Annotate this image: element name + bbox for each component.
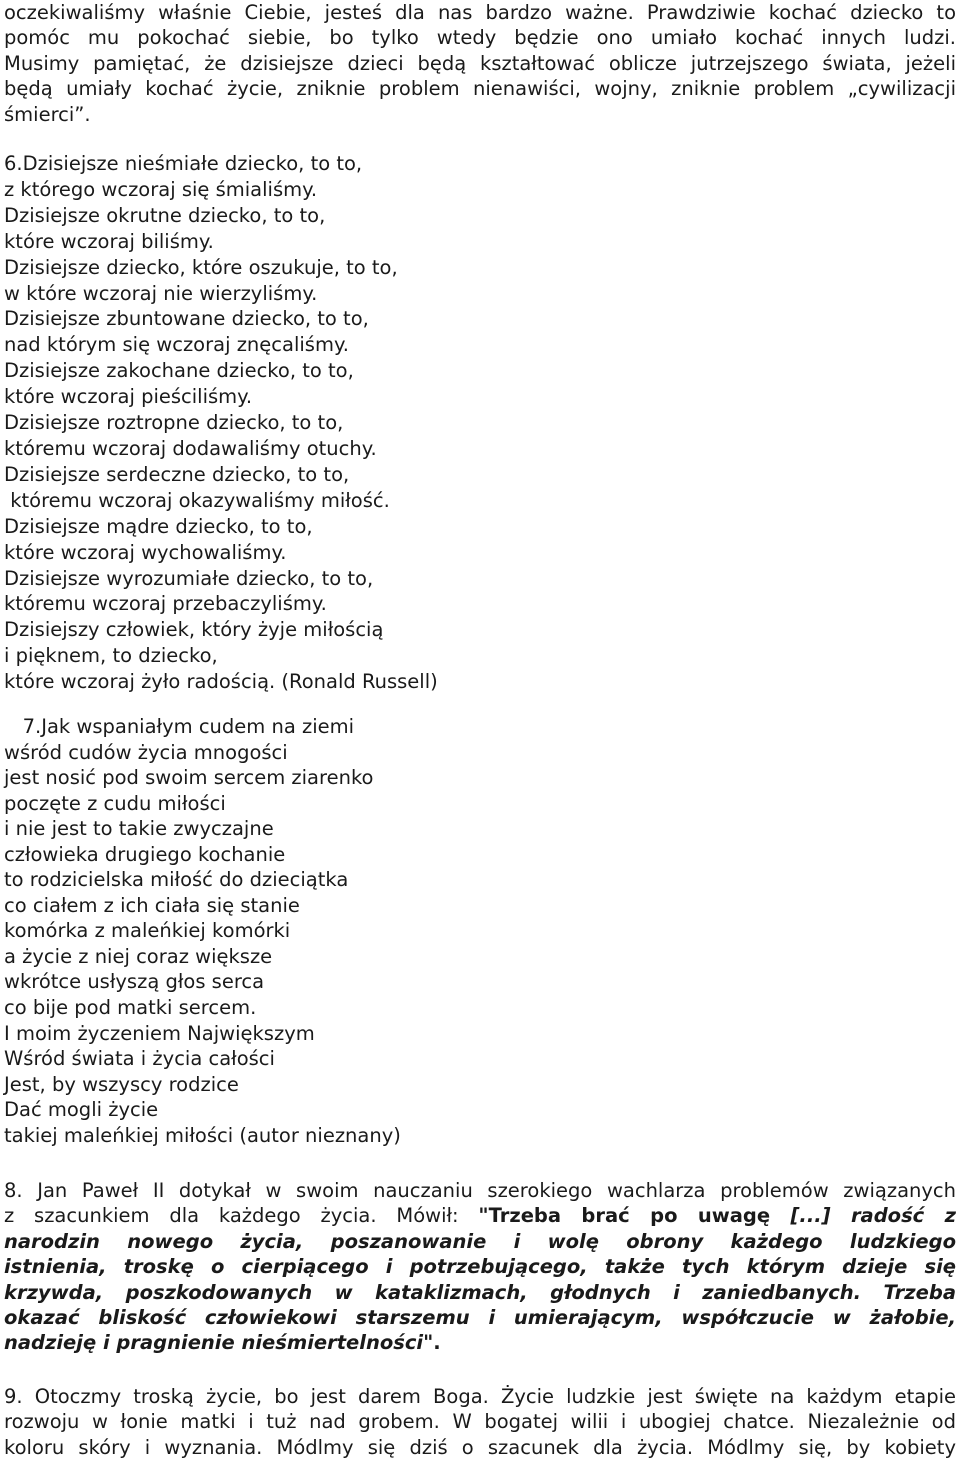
poem-line: Jest, by wszyscy rodzice	[4, 1072, 239, 1096]
poem-line: wśród cudów życia mnogości	[4, 740, 288, 764]
text-line: 8. Jan Paweł II dotykał w swoim nauczaniu szerokiego wachlarza problemów związanych	[4, 1179, 956, 1202]
poem-line: takiej maleńkiej miłości (autor nieznany)	[4, 1123, 401, 1147]
text-line: rozwoju w łonie matki i tuż nad grobem. W bogatej wilii i ubogiej chatce. Niezależnie od	[4, 1410, 956, 1434]
text-line: koloru skóry i wyznania. Módlmy się dziś o szacunek dla życia. Módlmy się, by kobiety	[4, 1435, 956, 1459]
poem-line: które wczoraj pieściliśmy.	[4, 385, 253, 409]
poem-line: Dzisiejszy człowiek, który żyje miłością	[4, 618, 384, 642]
poem-line: wkrótce usłyszą głos serca	[4, 970, 265, 994]
quote-line: narodzin nowego życia, poszanowanie i wolę obrony każdego ludzkiego	[4, 1229, 956, 1253]
poem-line: Dać mogli życie	[4, 1098, 159, 1122]
poem-line: Dzisiejsze mądre dziecko, to to,	[4, 514, 313, 538]
poem-line: co ciałem z ich ciała się stanie	[4, 893, 300, 917]
poem-line: poczęte z cudu miłości	[4, 791, 226, 815]
poem-line: Wśród świata i życia całości	[4, 1047, 275, 1071]
text-line: 9. Otoczmy troską życie, bo jest darem Boga. Życie ludzkie jest święte na każdym etapie	[4, 1385, 956, 1408]
poem-line: Dzisiejsze dziecko, które oszukuje, to to,	[4, 255, 398, 279]
text-line	[4, 1203, 956, 1228]
poem-line: któremu wczoraj przebaczyliśmy.	[4, 592, 327, 616]
poem-line: komórka z maleńkiej komórki	[4, 919, 291, 943]
quote-bold: ".	[423, 1331, 441, 1355]
poem-line: i nie jest to takie zwyczajne	[4, 817, 274, 841]
poem-line: I moim życzeniem Największym	[4, 1021, 315, 1045]
poem-line: Dzisiejsze serdeczne dziecko, to to,	[4, 462, 350, 486]
poem-line: które wczoraj żyło radością. (Ronald Russell)	[4, 670, 438, 694]
quote-bold-italic: [...] radość z	[790, 1204, 956, 1228]
poem-line: co bije pod matki sercem.	[4, 996, 257, 1020]
poem-line: Dzisiejsze zbuntowane dziecko, to to,	[4, 307, 369, 331]
quote-line: okazać bliskość człowiekowi starszemu i umierającym, współczucie w żałobie,	[4, 1306, 956, 1330]
intro-paragraph	[4, 0, 956, 127]
poem-line: 6.Dzisiejsze nieśmiałe dziecko, to to,	[4, 152, 363, 175]
poem-line: jest nosić pod swoim sercem ziarenko	[4, 766, 374, 790]
text-span: z szacunkiem dla każdego życia. Mówił:	[4, 1204, 479, 1228]
poem-line: Dzisiejsze roztropne dziecko, to to,	[4, 411, 344, 435]
poem-line: któremu wczoraj okazywaliśmy miłość.	[4, 488, 390, 512]
quote-line	[4, 1330, 956, 1355]
poem-line: to rodzicielska miłość do dzieciątka	[4, 868, 349, 892]
poem-line: nad którym się wczoraj znęcaliśmy.	[4, 333, 349, 357]
text-line: oczekiwaliśmy właśnie Ciebie, jesteś dla nas bardzo ważne. Prawdziwie kochać dziecko to	[4, 1, 956, 24]
quote-line: krzywda, poszkodowanych w kataklizmach, głodnych i zaniedbanych. Trzeba	[4, 1280, 956, 1304]
section-8	[4, 1178, 956, 1356]
poem-line: z którego wczoraj się śmialiśmy.	[4, 177, 318, 201]
section-9	[4, 1384, 956, 1460]
poem-line: a życie z niej coraz większe	[4, 944, 273, 968]
poem-7	[4, 714, 401, 1148]
poem-line: Dzisiejsze wyrozumiałe dziecko, to to,	[4, 566, 374, 590]
poem-line: 7.Jak wspaniałym cudem na ziemi	[4, 715, 355, 738]
poem-6	[4, 151, 438, 695]
text-line: pomóc mu pokochać siebie, bo tylko wtedy będzie ono umiało kochać innych ludzi.	[4, 26, 956, 50]
poem-line: które wczoraj wychowaliśmy.	[4, 540, 287, 564]
text-line: Musimy pamiętać, że dzisiejsze dzieci będą kształtować oblicze jutrzejszego świata, jeżeli	[4, 51, 956, 75]
text-line: będą umiały kochać życie, zniknie problem nienawiści, wojny, zniknie problem „cywilizacji	[4, 77, 956, 101]
poem-line: Dzisiejsze okrutne dziecko, to to,	[4, 203, 326, 227]
poem-line: któremu wczoraj dodawaliśmy otuchy.	[4, 436, 377, 460]
text-line: śmierci”.	[4, 102, 91, 126]
quote-bold: "Trzeba brać po uwagę	[478, 1204, 791, 1228]
quote-bold-italic: nadzieję i pragnienie nieśmiertelności	[4, 1331, 424, 1355]
quote-line: istnienia, troskę o cierpiącego i potrzebującego, także tych którym dzieje się	[4, 1255, 956, 1279]
poem-line: które wczoraj biliśmy.	[4, 229, 214, 253]
poem-line: człowieka drugiego kochanie	[4, 842, 286, 866]
poem-line: i pięknem, to dziecko,	[4, 644, 218, 668]
poem-line: Dzisiejsze zakochane dziecko, to to,	[4, 359, 354, 383]
poem-line: w które wczoraj nie wierzyliśmy.	[4, 281, 318, 305]
